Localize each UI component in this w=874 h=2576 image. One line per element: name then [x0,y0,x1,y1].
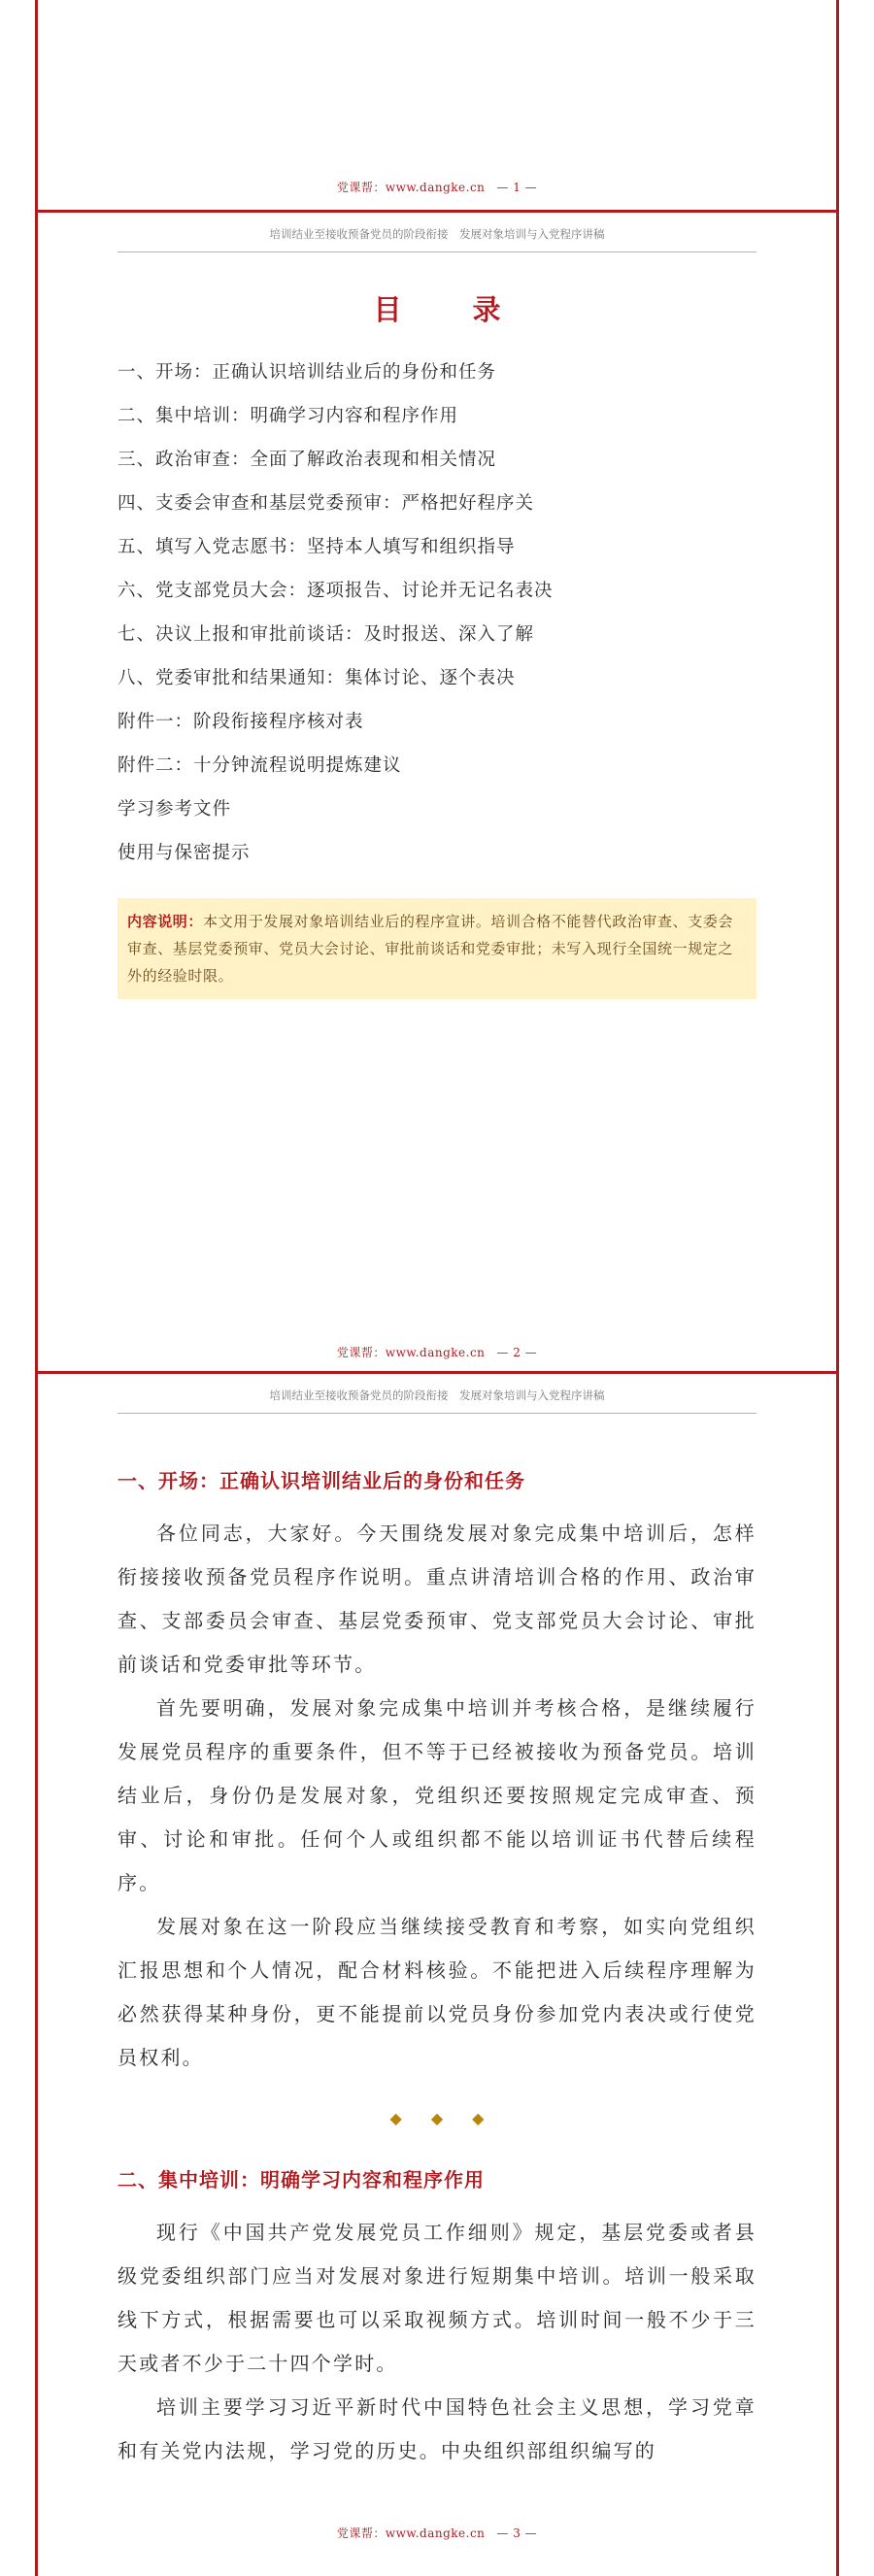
paragraph: 各位同志，大家好。今天围绕发展对象完成集中培训后，怎样衔接接收预备党员程序作说明。重点讲清培训合格的作用、政治审查、支部委员会审查、基层党委预审、党支部党员大会讨论、审批前谈话和党委审批等环节。 [118,1522,756,1676]
toc-item[interactable]: 六、党支部党员大会：逐项报告、讨论并无记名表决 [118,581,554,601]
page-footer [38,2525,836,2541]
toc-item[interactable]: 四、支委会审查和基层党委预审：严格把好程序关 [118,493,535,514]
section-divider: ◆◆◆ [389,2109,514,2127]
paragraph: 现行《中国共产党发展党员工作细则》规定，基层党委或者县级党委组织部门应当对发展对象进行短期集中培训。培训一般采取线下方式，根据需要也可以采取视频方式。培训时间一般不少于三天或者不少于二十四个学时。 [118,2221,756,2375]
toc-item[interactable]: 五、填写入党志愿书：坚持本人填写和组织指导 [118,537,516,557]
page-number: — 2 — [496,1346,538,1359]
toc-item[interactable]: 八、党委审批和结果通知：集体讨论、逐个表决 [118,668,516,688]
paragraph: 首先要明确，发展对象完成集中培训并考核合格，是继续履行发展党员程序的重要条件，但不等于已经被接收为预备党员。培训结业后，身份仍是发展对象，党组织还要按照规定完成审查、预审、讨论和审批。任何个人或组织都不能以培训证书代替后续程序。 [118,1696,756,1894]
page-footer [38,1344,836,1360]
running-header: 培训结业至接收预备党员的阶段衔接 发展对象培训与入党程序讲稿 [118,226,756,252]
toc-item[interactable]: 使用与保密提示 [118,843,251,863]
toc-item[interactable]: 三、政治审查：全面了解政治表现和相关情况 [118,450,497,470]
toc-title: 目 录 [373,293,522,326]
page-1 [35,0,839,210]
page-number: — 1 — [496,181,538,194]
section-title: 二、集中培训：明确学习内容和程序作用 [118,2168,485,2191]
page-number: — 3 — [496,2526,538,2540]
note-label: 内容说明： [127,913,204,930]
toc-item[interactable]: 附件二：十分钟流程说明提炼建议 [118,755,402,776]
toc-item[interactable]: 学习参考文件 [118,799,232,820]
page-3 [35,1374,839,2576]
paragraph: 发展对象在这一阶段应当继续接受教育和考察，如实向党组织汇报思想和个人情况，配合材料核验。不能把进入后续程序理解为必然获得某种身份，更不能提前以党员身份参加党内表决或行使党员权利。 [118,1915,756,2069]
toc-item[interactable]: 一、开场：正确认识培训结业后的身份和任务 [118,362,497,383]
footer-site: 党课帮：www.dangke.cn [336,2526,486,2540]
footer-site: 党课帮：www.dangke.cn [336,181,486,194]
paragraph: 培训主要学习习近平新时代中国特色社会主义思想，学习党章和有关党内法规，学习党的历史。中央组织部组织编写的 [118,2395,756,2462]
content-note [118,898,756,999]
page-footer [38,179,836,195]
page-2 [35,213,839,1371]
note-text: 本文用于发展对象培训结业后的程序宣讲。培训合格不能替代政治审查、支委会审查、基层党委预审、党员大会讨论、审批前谈话和党委审批；未写入现行全国统一规定之外的经验时限。 [127,913,734,985]
running-header: 培训结业至接收预备党员的阶段衔接 发展对象培训与入党程序讲稿 [118,1388,756,1414]
toc-item[interactable]: 七、决议上报和审批前谈话：及时报送、深入了解 [118,624,535,645]
footer-site: 党课帮：www.dangke.cn [336,1346,486,1359]
toc-item[interactable]: 附件一：阶段衔接程序核对表 [118,712,364,732]
section-title: 一、开场：正确认识培训结业后的身份和任务 [118,1469,525,1492]
toc-list [118,358,756,883]
toc-item[interactable]: 二、集中培训：明确学习内容和程序作用 [118,406,459,426]
